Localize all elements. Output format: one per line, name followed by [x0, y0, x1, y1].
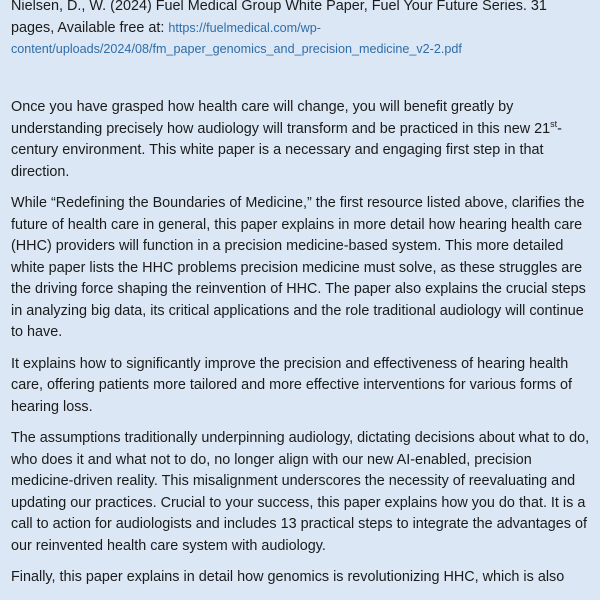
paragraph-assumptions: The assumptions traditionally underpinning audiology, dictating decisions about what to do, who does it and what not to do, no longer align with our new AI-enabled, precision medicine-driven reality. This misalignment underscores the necessity of reevaluating and updating our practices. Crucial to your success, this paper explains how you do that. It is a call to action for audiologists and includes 13 practical steps to integrate the advantages of our reinvented health care system with audiology. [11, 430, 590, 554]
paragraph-intro-text: Once you have grasped how health care will change, you will benefit greatly by understanding precisely how audiology will transform and be practiced in this new 21 [11, 99, 551, 137]
paragraph-precision-effectiveness: It explains how to significantly improve the precision and effectiveness of hearing health care, offering patients more tailored and more effective interventions for various forms of hearing loss. [11, 355, 572, 415]
citation-reference [11, 0, 592, 61]
paragraph-genomics: Finally, this paper explains in detail how genomics is revolutionizing HHC, which is also [11, 569, 565, 585]
paragraph-intro [11, 97, 590, 183]
ordinal-superscript: st [550, 118, 558, 129]
citation-link[interactable]: https://fuelmedical.com/wp-content/uploads/2024/08/fm_paper_genomics_and_precision_medicine_v2-2.pdf [11, 20, 462, 56]
paragraph-intro-text-end: -century environment. This white paper is a necessary and engaging first step in that direction. [11, 120, 562, 180]
paragraph-redefining-boundaries: While “Redefining the Boundaries of Medicine,” the first resource listed above, clarifies the future of health care in general, this paper explains in more detail how hearing health care (HHC) providers will function in a precision medicine-based system. This more detailed white paper lists the HHC problems precision medicine must solve, as these struggles are the driving force shaping the reinvention of HHC. The paper also explains the crucial steps in analyzing big data, its critical applications and the role traditional audiology will continue to have. [11, 195, 586, 340]
citation-text: Nielsen, D., W. (2024) Fuel Medical Group White Paper, Fuel Your Future Series. 31 pages, Available free at: [11, 0, 547, 36]
body-text [11, 97, 590, 599]
